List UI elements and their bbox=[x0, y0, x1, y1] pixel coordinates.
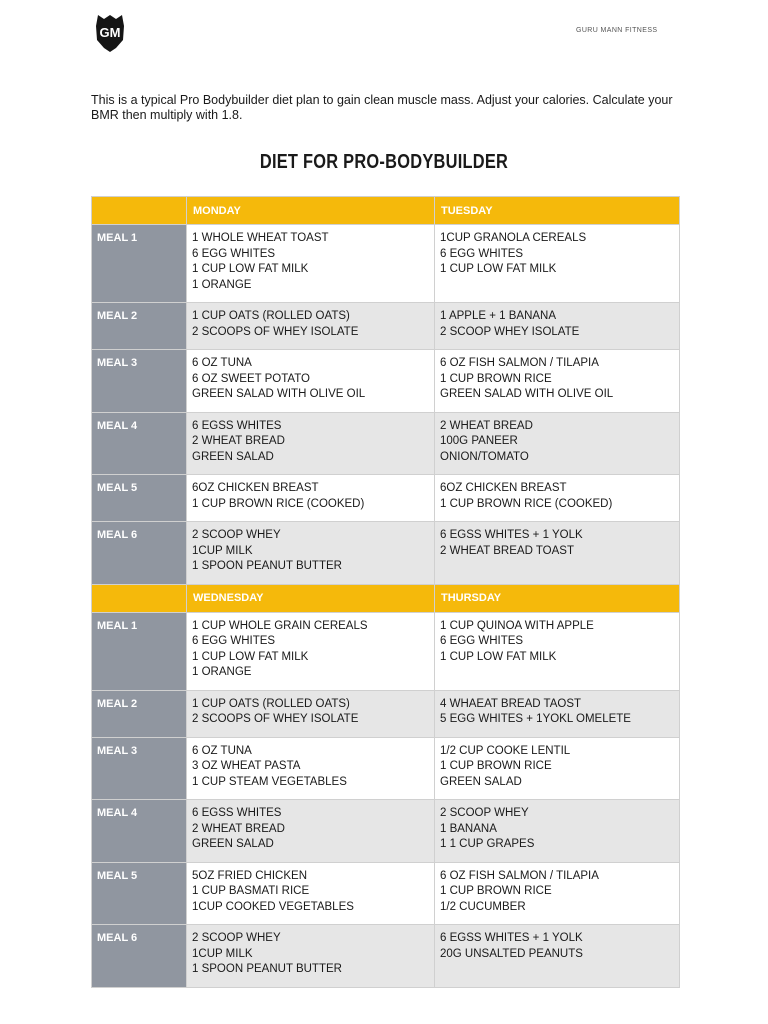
day-header: TUESDAY bbox=[435, 197, 680, 225]
meal-cell bbox=[435, 925, 680, 988]
meal-row bbox=[92, 303, 680, 350]
meal-cell bbox=[435, 612, 680, 690]
meal-row bbox=[92, 475, 680, 522]
meal-row bbox=[92, 612, 680, 690]
food-item: 100G PANEER bbox=[440, 435, 518, 447]
food-item: 6 OZ SWEET POTATO bbox=[192, 372, 310, 385]
day-header: MONDAY bbox=[187, 197, 435, 225]
meal-label: MEAL 4 bbox=[92, 800, 187, 863]
meal-row bbox=[92, 862, 680, 925]
meal-cell bbox=[187, 303, 435, 350]
food-item: 1 CUP LOW FAT MILK bbox=[440, 650, 557, 663]
food-item: 1 CUP BROWN RICE (COOKED) bbox=[440, 497, 613, 510]
food-item: GREEN SALAD WITH OLIVE OIL bbox=[440, 388, 614, 400]
food-item: 6 EGSS WHITES bbox=[192, 419, 282, 432]
meal-label: MEAL 1 bbox=[92, 612, 187, 690]
food-item: 1 CUP LOW FAT MILK bbox=[440, 263, 557, 275]
brand-name: GURU MANN FITNESS bbox=[576, 27, 658, 34]
meal-row bbox=[92, 800, 680, 863]
food-item: 6OZ CHICKEN BREAST bbox=[440, 482, 567, 494]
food-item: 1 ORANGE bbox=[192, 278, 252, 291]
food-item: 1 CUP BROWN RICE bbox=[440, 760, 552, 772]
meal-row bbox=[92, 350, 680, 413]
meal-cell bbox=[187, 925, 435, 988]
food-item: 1 CUP BROWN RICE (COOKED) bbox=[192, 497, 365, 510]
meal-cell bbox=[435, 412, 680, 475]
meal-cell bbox=[187, 612, 435, 690]
food-item: 2 WHEAT BREAD bbox=[440, 419, 533, 432]
meal-cell bbox=[435, 303, 680, 350]
meal-row bbox=[92, 522, 680, 585]
meal-label: MEAL 6 bbox=[92, 925, 187, 988]
svg-text:GM: GM bbox=[99, 25, 121, 40]
food-item: 6 EGG WHITES bbox=[192, 247, 276, 260]
food-item: 1 APPLE + 1 BANANA bbox=[440, 310, 557, 322]
food-item: 1CUP GRANOLA CEREALS bbox=[440, 232, 587, 244]
food-item: 6OZ CHICKEN BREAST bbox=[192, 482, 319, 494]
food-item: 1 CUP QUINOA WITH APPLE bbox=[440, 619, 594, 632]
food-item: 1 1 CUP GRAPES bbox=[440, 838, 535, 850]
header-blank-cell bbox=[92, 197, 187, 225]
food-item: 2 WHEAT BREAD TOAST bbox=[440, 544, 574, 557]
food-item: 1 CUP WHOLE GRAIN CEREALS bbox=[192, 619, 368, 632]
diet-table bbox=[91, 196, 680, 988]
food-item: 6 OZ FISH SALMON / TILAPIA bbox=[440, 357, 599, 369]
meal-label: MEAL 4 bbox=[92, 412, 187, 475]
intro-text: This is a typical Pro Bodybuilder diet plan to gain clean muscle mass. Adjust your calories. Calculate your BMR then multiply with 1.8. bbox=[91, 93, 673, 122]
food-item: 1/2 CUCUMBER bbox=[440, 900, 526, 913]
food-item: 1 CUP STEAM VEGETABLES bbox=[192, 775, 347, 788]
meal-row bbox=[92, 412, 680, 475]
meal-cell bbox=[187, 800, 435, 863]
meal-cell bbox=[435, 690, 680, 737]
food-item: 3 OZ WHEAT PASTA bbox=[192, 760, 301, 772]
meal-row bbox=[92, 690, 680, 737]
food-item: 5 EGG WHITES + 1YOKL OMELETE bbox=[440, 713, 631, 725]
meal-label: MEAL 3 bbox=[92, 350, 187, 413]
food-item: 6 EGSS WHITES + 1 YOLK bbox=[440, 932, 583, 944]
food-item: GREEN SALAD bbox=[440, 775, 522, 788]
food-item: 1 SPOON PEANUT BUTTER bbox=[192, 963, 342, 975]
food-item: 1 CUP OATS (ROLLED OATS) bbox=[192, 697, 350, 710]
food-item: 1 BANANA bbox=[440, 822, 497, 835]
meal-cell bbox=[435, 737, 680, 800]
food-item: 2 WHEAT BREAD bbox=[192, 435, 285, 447]
meal-cell bbox=[187, 522, 435, 585]
day-header-row bbox=[92, 197, 680, 225]
meal-label: MEAL 2 bbox=[92, 303, 187, 350]
food-item: ONION/TOMATO bbox=[440, 450, 529, 463]
meal-cell bbox=[435, 350, 680, 413]
meal-cell bbox=[435, 862, 680, 925]
food-item: 1 WHOLE WHEAT TOAST bbox=[192, 232, 329, 244]
meal-cell bbox=[187, 350, 435, 413]
food-item: 4 WHAEAT BREAD TAOST bbox=[440, 697, 582, 710]
page-title: DIET FOR PRO-BODYBUILDER bbox=[259, 151, 509, 173]
food-item: 2 SCOOPS OF WHEY ISOLATE bbox=[192, 325, 359, 338]
meal-row bbox=[92, 925, 680, 988]
gm-logo bbox=[92, 12, 128, 54]
food-item: 1 ORANGE bbox=[192, 666, 252, 678]
meal-label: MEAL 5 bbox=[92, 475, 187, 522]
meal-row bbox=[92, 225, 680, 303]
food-item: 1CUP MILK bbox=[192, 544, 253, 557]
meal-cell bbox=[435, 475, 680, 522]
day-header-row bbox=[92, 584, 680, 612]
meal-label: MEAL 5 bbox=[92, 862, 187, 925]
food-item: 6 OZ TUNA bbox=[192, 357, 252, 369]
meal-cell bbox=[187, 412, 435, 475]
food-item: 6 EGG WHITES bbox=[440, 635, 524, 647]
meal-label: MEAL 3 bbox=[92, 737, 187, 800]
food-item: 5OZ FRIED CHICKEN bbox=[192, 869, 308, 882]
food-item: 6 EGG WHITES bbox=[440, 247, 524, 260]
food-item: 1 CUP BROWN RICE bbox=[440, 885, 552, 897]
food-item: 1 SPOON PEANUT BUTTER bbox=[192, 560, 342, 572]
food-item: 1 CUP BASMATI RICE bbox=[192, 885, 310, 897]
day-header: THURSDAY bbox=[435, 584, 680, 612]
food-item: 6 EGSS WHITES bbox=[192, 807, 282, 819]
food-item: 2 SCOOP WHEY bbox=[192, 529, 281, 541]
meal-label: MEAL 6 bbox=[92, 522, 187, 585]
food-item: 1CUP MILK bbox=[192, 947, 253, 960]
food-item: 2 SCOOP WHEY ISOLATE bbox=[440, 325, 580, 338]
food-item: 1 CUP OATS (ROLLED OATS) bbox=[192, 310, 350, 322]
food-item: 6 EGG WHITES bbox=[192, 635, 276, 647]
food-item: GREEN SALAD bbox=[192, 838, 274, 850]
day-header: WEDNESDAY bbox=[187, 584, 435, 612]
food-item: 1 CUP LOW FAT MILK bbox=[192, 650, 309, 663]
meal-label: MEAL 1 bbox=[92, 225, 187, 303]
meal-cell bbox=[187, 737, 435, 800]
food-item: 1CUP COOKED VEGETABLES bbox=[192, 900, 354, 913]
food-item: GREEN SALAD WITH OLIVE OIL bbox=[192, 388, 366, 400]
meal-cell bbox=[435, 800, 680, 863]
meal-cell bbox=[187, 862, 435, 925]
meal-cell bbox=[187, 225, 435, 303]
food-item: 20G UNSALTED PEANUTS bbox=[440, 947, 583, 960]
meal-cell bbox=[435, 522, 680, 585]
meal-cell bbox=[187, 475, 435, 522]
food-item: 1 CUP BROWN RICE bbox=[440, 372, 552, 385]
food-item: 6 OZ FISH SALMON / TILAPIA bbox=[440, 869, 599, 882]
header-blank-cell bbox=[92, 584, 187, 612]
food-item: 2 SCOOP WHEY bbox=[440, 807, 529, 819]
meal-row bbox=[92, 737, 680, 800]
food-item: GREEN SALAD bbox=[192, 450, 274, 463]
food-item: 6 EGSS WHITES + 1 YOLK bbox=[440, 529, 583, 541]
food-item: 1/2 CUP COOKE LENTIL bbox=[440, 744, 571, 757]
meal-label: MEAL 2 bbox=[92, 690, 187, 737]
food-item: 1 CUP LOW FAT MILK bbox=[192, 263, 309, 275]
food-item: 2 SCOOP WHEY bbox=[192, 932, 281, 944]
meal-cell bbox=[435, 225, 680, 303]
food-item: 2 WHEAT BREAD bbox=[192, 822, 285, 835]
meal-cell bbox=[187, 690, 435, 737]
food-item: 6 OZ TUNA bbox=[192, 744, 252, 757]
food-item: 2 SCOOPS OF WHEY ISOLATE bbox=[192, 713, 359, 725]
